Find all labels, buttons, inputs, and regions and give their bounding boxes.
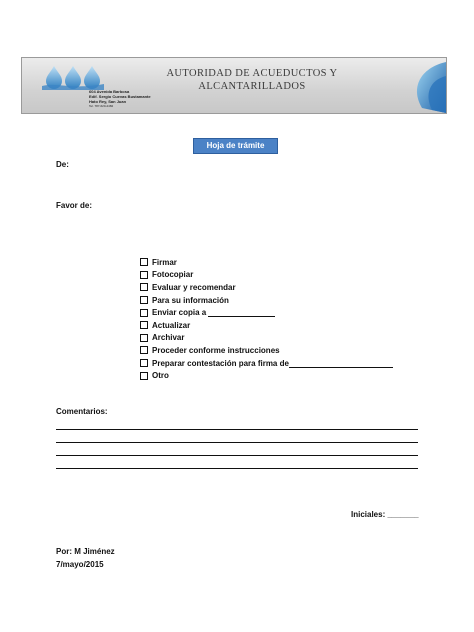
checkbox[interactable]: [140, 271, 148, 279]
checklist-item[interactable]: Para su información: [140, 294, 393, 307]
comments-label: Comentarios:: [56, 407, 108, 416]
checklist-item[interactable]: Otro: [140, 369, 393, 382]
water-drops-logo: [42, 64, 104, 90]
letterhead: [21, 57, 447, 114]
prepared-by: Por: M Jiménez: [56, 547, 115, 556]
checklist-item[interactable]: Preparar contestación para firma de: [140, 357, 393, 370]
checkbox[interactable]: [140, 296, 148, 304]
checkbox[interactable]: [140, 321, 148, 329]
form-title: Hoja de trámite: [193, 138, 278, 154]
checkbox[interactable]: [140, 334, 148, 342]
checklist-item[interactable]: Firmar: [140, 256, 393, 269]
checkbox[interactable]: [140, 283, 148, 291]
comment-line[interactable]: [56, 468, 418, 469]
checkbox[interactable]: [140, 359, 148, 367]
checkbox[interactable]: [140, 346, 148, 354]
from-label: De:: [56, 160, 69, 169]
initials-field: Iniciales: _______: [351, 510, 419, 519]
signature-for-line[interactable]: [289, 359, 393, 368]
checklist-item[interactable]: Proceder conforme instrucciones: [140, 344, 393, 357]
action-checklist: [140, 256, 393, 382]
checkbox[interactable]: [140, 309, 148, 317]
document-date: 7/mayo/2015: [56, 560, 104, 569]
blue-wave-graphic: [380, 58, 446, 113]
favor-de-label: Favor de:: [56, 201, 93, 210]
checklist-item[interactable]: Actualizar: [140, 319, 393, 332]
comment-line[interactable]: [56, 455, 418, 456]
comment-line[interactable]: [56, 442, 418, 443]
checklist-item[interactable]: Archivar: [140, 332, 393, 345]
agency-address: 604 Avenida Barbosa Edif. Sergio Cuevas Bustamante Hato Rey, San Juan Tel. 787-620-2482: [89, 89, 151, 108]
copy-to-line[interactable]: [208, 308, 275, 317]
checklist-item[interactable]: Fotocopiar: [140, 269, 393, 282]
comment-line[interactable]: [56, 429, 418, 430]
checklist-item[interactable]: Evaluar y recomendar: [140, 281, 393, 294]
checklist-item[interactable]: Enviar copia a: [140, 306, 393, 319]
checkbox[interactable]: [140, 258, 148, 266]
agency-name: AUTORIDAD DE ACUEDUCTOS Y ALCANTARILLADOS: [166, 68, 338, 92]
checkbox[interactable]: [140, 372, 148, 380]
